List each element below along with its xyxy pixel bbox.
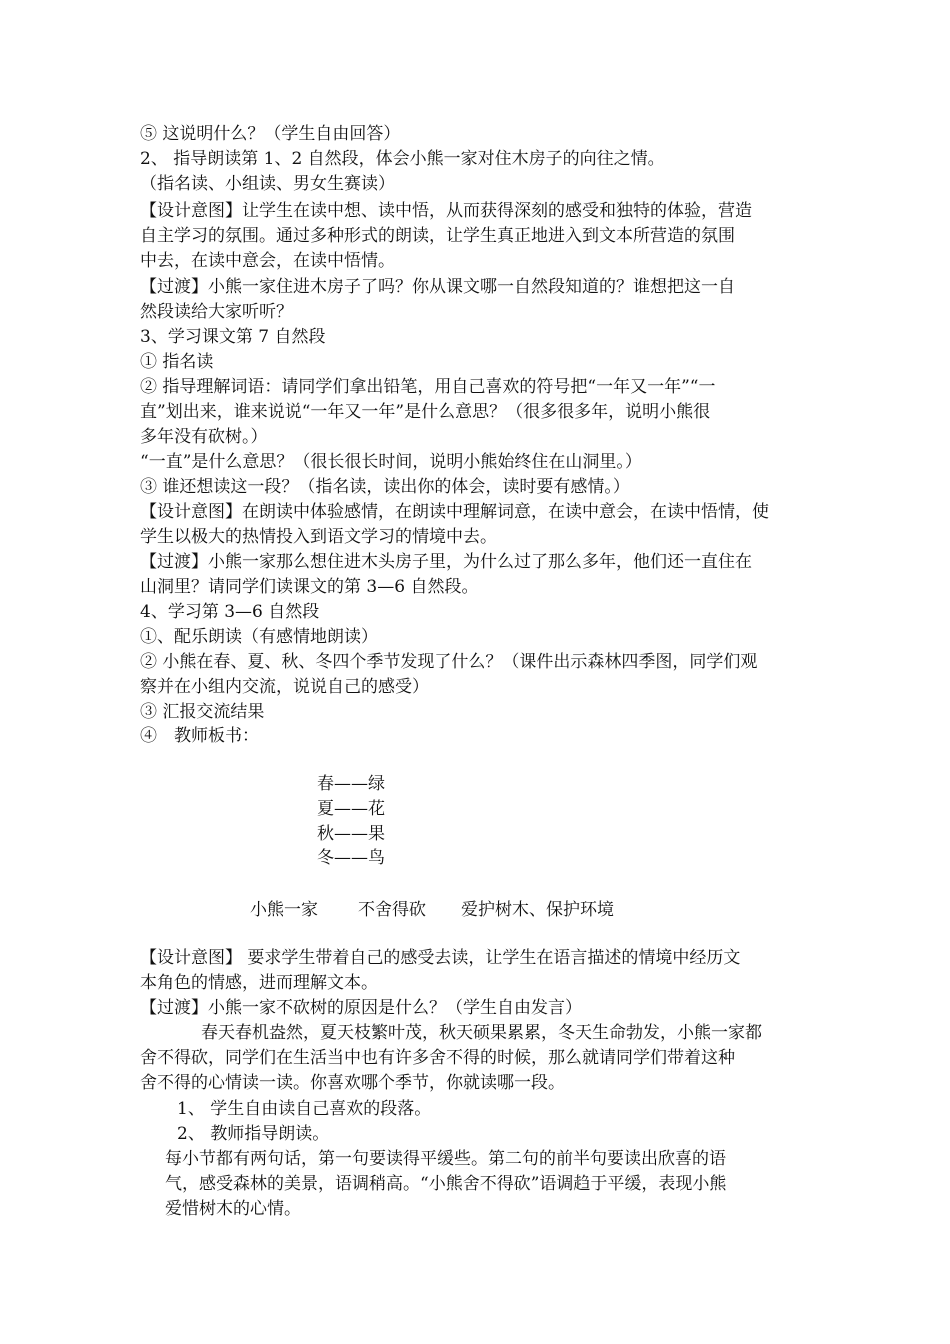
- text-line: 直”划出来，谁来说说“一年又一年”是什么意思？（很多很多年，说明小熊很: [140, 402, 711, 422]
- text-line: 中去，在读中意会，在读中悟情。: [140, 251, 395, 271]
- board-summary-reluctant: 不舍得砍: [358, 900, 426, 920]
- board-summary-family: 小熊一家: [250, 900, 318, 920]
- text-line: 山洞里？请同学们读课文的第 3—6 自然段。: [140, 577, 479, 597]
- text-line: 【设计意图】在朗读中体验感情，在朗读中理解词意，在读中意会，在读中悟情，使: [140, 502, 769, 522]
- guidance-line: 每小节都有两句话，第一句要读得平缓些。第二句的前半句要读出欣喜的语: [165, 1149, 726, 1169]
- text-line: ② 指导理解词语：请同学们拿出铅笔，用自己喜欢的符号把“一年又一年”“一: [140, 377, 716, 397]
- text-line: 【设计意图】 要求学生带着自己的感受去读，让学生在语言描述的情境中经历文: [140, 948, 741, 968]
- text-line: ③ 谁还想读这一段？（指名读，读出你的体会，读时要有感情。）: [140, 477, 630, 497]
- paragraph-line: 舍不得砍，同学们在生活当中也有许多舍不得的时候，那么就请同学们带着这种: [140, 1048, 735, 1068]
- step-item: 2、 教师指导朗读。: [177, 1124, 330, 1144]
- text-line: ⑤ 这说明什么？（学生自由回答）: [140, 124, 401, 144]
- text-line: ② 小熊在春、夏、秋、冬四个季节发现了什么？（课件出示森林四季图，同学们观: [140, 652, 758, 672]
- paragraph-line: 春天春机盎然，夏天枝繁叶茂，秋天硕果累累，冬天生命勃发，小熊一家都: [201, 1023, 762, 1043]
- text-line: ①、配乐朗读（有感情地朗读）: [140, 627, 378, 647]
- text-line: 2、 指导朗读第 1、2 自然段，体会小熊一家对住木房子的向往之情。: [140, 149, 665, 169]
- paragraph-line: 舍不得的心情读一读。你喜欢哪个季节，你就读哪一段。: [140, 1073, 565, 1093]
- text-line: 多年没有砍树。）: [140, 427, 268, 447]
- board-season-winter: 冬——鸟: [317, 848, 385, 868]
- text-line: 本角色的情感，进而理解文本。: [140, 973, 378, 993]
- text-line: 4、学习第 3—6 自然段: [140, 602, 320, 622]
- board-summary-protect: 爱护树木、保护环境: [461, 900, 614, 920]
- text-line: 【过渡】小熊一家住进木房子了吗？你从课文哪一自然段知道的？谁想把这一自: [140, 277, 735, 297]
- text-line: 察并在小组内交流，说说自己的感受）: [140, 677, 429, 697]
- text-line: 学生以极大的热情投入到语文学习的情境中去。: [140, 527, 497, 547]
- text-line: ① 指名读: [140, 352, 214, 372]
- text-line: 自主学习的氛围。通过多种形式的朗读，让学生真正地进入到文本所营造的氛围: [140, 226, 735, 246]
- board-season-summer: 夏——花: [317, 799, 385, 819]
- text-line: 【过渡】小熊一家不砍树的原因是什么？（学生自由发言）: [140, 998, 582, 1018]
- text-line: ④ 教师板书：: [140, 726, 259, 746]
- text-line: （指名读、小组读、男女生赛读）: [140, 174, 395, 194]
- text-line: ③ 汇报交流结果: [140, 702, 265, 722]
- guidance-line: 气，感受森林的美景，语调稍高。“小熊舍不得砍”语调趋于平缓，表现小熊: [165, 1174, 727, 1194]
- board-season-autumn: 秋——果: [317, 824, 385, 844]
- text-line: 【设计意图】让学生在读中想、读中悟，从而获得深刻的感受和独特的体验，营造: [140, 201, 752, 221]
- guidance-line: 爱惜树木的心情。: [165, 1199, 301, 1219]
- text-line: 【过渡】小熊一家那么想住进木头房子里，为什么过了那么多年，他们还一直住在: [140, 552, 752, 572]
- board-season-spring: 春——绿: [317, 774, 385, 794]
- text-line: 3、学习课文第 7 自然段: [140, 327, 326, 347]
- text-line: “一直”是什么意思？（很长很长时间，说明小熊始终住在山洞里。）: [140, 452, 642, 472]
- step-item: 1、 学生自由读自己喜欢的段落。: [177, 1099, 432, 1119]
- text-line: 然段读给大家听听？: [140, 302, 293, 322]
